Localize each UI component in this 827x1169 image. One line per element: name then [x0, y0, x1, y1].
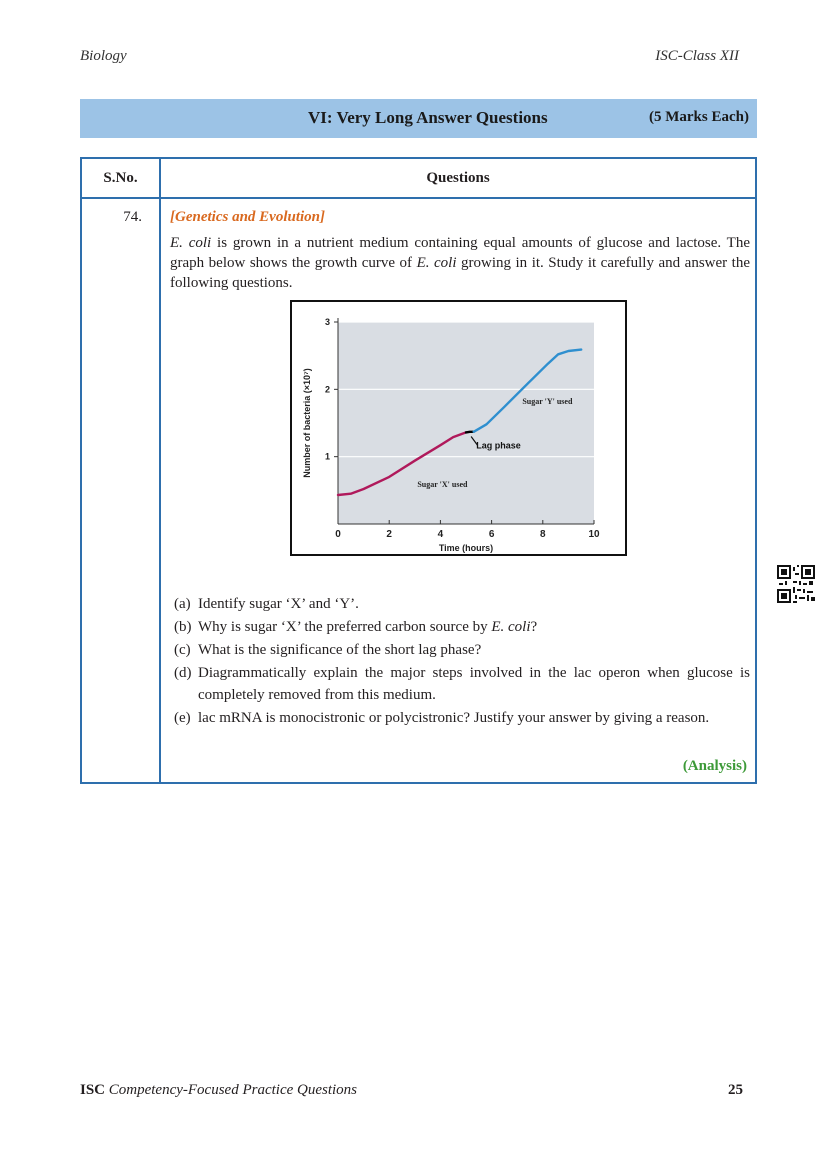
x-tick-label: 6 [488, 529, 495, 540]
sub-question-text: Diagrammatically explain the major steps involved in the lac operon when glucose is completely removed from this medium. [198, 665, 750, 703]
column-header-sno: S.No. [103, 170, 138, 186]
sub-question-text: Why is sugar ‘X’ the preferred carbon source by [198, 619, 492, 635]
question-content [170, 207, 750, 293]
sub-question-text: Identify sugar ‘X’ and ‘Y’. [198, 596, 359, 612]
sub-questions [174, 593, 750, 730]
sub-question-label: (a) [174, 596, 191, 612]
competency-tag: (Analysis) [682, 758, 747, 774]
sub-question-text: What is the significance of the short lag phase? [198, 642, 482, 658]
topic-tag: [Genetics and Evolution] [170, 209, 326, 225]
annotation-sugar-y: Sugar 'Y' used [522, 397, 573, 407]
sub-question-e [174, 707, 750, 729]
x-tick-label: 2 [386, 529, 392, 540]
section-banner [80, 99, 757, 138]
sub-question-label: (e) [174, 710, 191, 726]
organism-name-2: E. coli [416, 255, 457, 271]
organism-name: E. coli [491, 619, 531, 635]
footer [80, 1082, 357, 1099]
question-number: 74. [123, 209, 142, 225]
annotation-lag-phase: Lag phase [476, 440, 521, 451]
sub-question-a [174, 593, 750, 615]
plot-background [338, 322, 594, 524]
growth-curve-chart [292, 302, 625, 554]
sub-question-text-end: ? [530, 619, 538, 635]
header-divider [82, 197, 755, 199]
sub-question-label: (d) [174, 665, 192, 681]
running-head-subject: Biology [80, 48, 127, 64]
stem-text-1: is grown in a nutrient medium containing equal amounts of glucose and lactose. The graph below shows the growth curve of [170, 235, 750, 271]
question-table [80, 157, 757, 784]
section-marks: (5 Marks Each) [649, 109, 749, 125]
sub-question-text: lac mRNA is monocistronic or polycistronic? Justify your answer by giving a reason. [198, 710, 710, 726]
x-tick-label: 8 [540, 529, 546, 540]
page-number: 25 [728, 1082, 743, 1098]
sub-question-d [174, 662, 750, 706]
x-tick-label: 10 [588, 529, 600, 540]
footer-brand: ISC [80, 1082, 106, 1098]
sub-question-b [174, 616, 750, 638]
footer-subtitle: Competency-Focused Practice Questions [108, 1082, 358, 1098]
x-axis-label: Time (hours) [438, 543, 494, 553]
y-tick-label: 1 [324, 451, 330, 462]
growth-curve-figure [290, 300, 627, 556]
sub-question-label: (c) [174, 642, 191, 658]
y-axis-label: Number of bacteria (×10⁷) [302, 368, 312, 478]
column-header-questions: Questions [426, 170, 490, 186]
x-tick-label: 4 [437, 529, 444, 540]
column-divider [159, 159, 161, 782]
y-tick-label: 3 [324, 317, 330, 327]
question-stem [170, 233, 750, 293]
y-tick-label: 2 [324, 384, 330, 395]
running-head-class: ISC-Class XII [655, 48, 739, 64]
sub-question-label: (b) [174, 619, 192, 635]
annotation-sugar-x: Sugar 'X' used [417, 479, 468, 489]
section-title: VI: Very Long Answer Questions [308, 108, 548, 127]
sub-question-c [174, 639, 750, 661]
organism-name: E. coli [170, 235, 212, 251]
qr-code-icon[interactable] [777, 565, 815, 603]
stem-text-2: growing in it. Study it carefully and answer the following questions. [170, 255, 750, 291]
x-tick-label: 0 [335, 529, 341, 540]
